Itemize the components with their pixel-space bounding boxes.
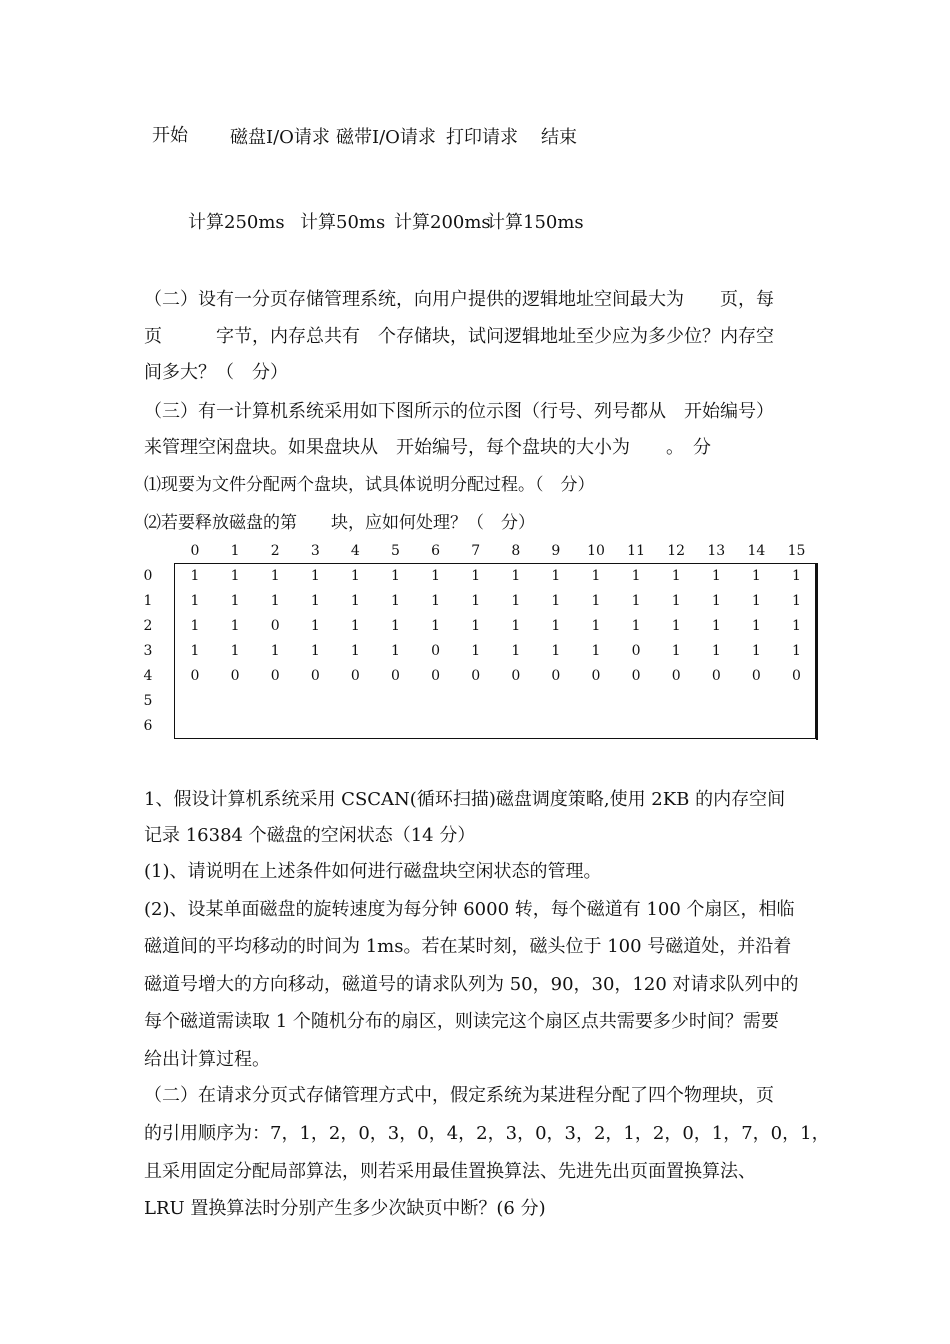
bitmap-cell: 0	[270, 668, 280, 684]
bitmap-cell: 1	[591, 618, 601, 634]
bitmap-cell: 1	[711, 593, 721, 609]
bitmap-cell: 1	[751, 568, 761, 584]
bitmap-cell: 1	[631, 568, 641, 584]
bitmap-cell: 1	[190, 593, 200, 609]
bitmap-col-label: 1	[230, 543, 240, 559]
bitmap-cell: 0	[591, 668, 601, 684]
bitmap-col-label: 4	[350, 543, 360, 559]
bitmap-cell: 1	[431, 593, 441, 609]
bitmap-cell: 1	[551, 593, 561, 609]
bitmap-cell: 0	[431, 668, 441, 684]
flow-tape-io-label: 磁带I/O请求	[336, 127, 436, 148]
p2-line-1: （二）在请求分页式存储管理方式中，假定系统为某进程分配了四个物理块，页	[144, 1085, 774, 1106]
bitmap-col-label: 3	[310, 543, 320, 559]
bitmap-cell: 0	[551, 668, 561, 684]
p2-line-2: 的引用顺序为：7，1，2，0，3，0，4，2，3，0，3，2，1，2，0，1，7，0，1，	[144, 1123, 830, 1144]
flow-calc-250: 计算250ms	[188, 212, 285, 233]
flow-calc-200: 计算200ms	[394, 212, 491, 233]
bitmap-cell: 1	[751, 618, 761, 634]
bitmap-cell: 1	[471, 643, 481, 659]
bitmap-cell: 1	[270, 643, 280, 659]
bitmap-cell: 1	[310, 568, 320, 584]
bitmap-cell: 0	[671, 668, 681, 684]
bitmap-row-label: 0	[143, 568, 153, 584]
bitmap-cell: 1	[230, 568, 240, 584]
bitmap-cell: 1	[230, 618, 240, 634]
bitmap-cell: 1	[270, 593, 280, 609]
bitmap-cell: 1	[792, 618, 801, 634]
q2-line-2: 页 字节，内存总共有 个存储块，试问逻辑地址至少应为多少位？内存空	[144, 326, 774, 347]
bitmap-cell: 0	[230, 668, 240, 684]
bitmap-frame-shadow	[816, 563, 818, 740]
p1-line-7: 每个磁道需读取 1 个随机分布的扇区，则读完这个扇区点共需要多少时间？需要	[144, 1011, 779, 1032]
bitmap-cell: 1	[671, 568, 681, 584]
bitmap-cell: 1	[190, 568, 200, 584]
q3-sub-1: ⑴现要为文件分配两个盘块，试具体说明分配过程。（ 分）	[144, 475, 595, 495]
bitmap-cell: 1	[711, 618, 721, 634]
q3-sub-2: ⑵若要释放磁盘的第 块，应如何处理？（ 分）	[144, 513, 535, 533]
bitmap-cell: 1	[511, 568, 521, 584]
bitmap-cell: 1	[350, 618, 360, 634]
bitmap-cell: 1	[190, 643, 200, 659]
p2-line-3: 且采用固定分配局部算法，则若采用最佳置换算法、先进先出页面置换算法、	[144, 1161, 756, 1182]
bitmap-cell: 1	[431, 568, 441, 584]
bitmap-col-label: 5	[391, 543, 400, 559]
bitmap-cell: 1	[591, 643, 601, 659]
bitmap-cell: 0	[511, 668, 521, 684]
bitmap-cell: 1	[471, 593, 481, 609]
bitmap-col-label: 10	[587, 543, 605, 559]
bitmap-col-label: 13	[707, 543, 726, 559]
bitmap-cell: 0	[350, 668, 360, 684]
bitmap-cell: 0	[471, 668, 481, 684]
bitmap-cell: 1	[631, 593, 641, 609]
bitmap-cell: 1	[310, 593, 320, 609]
bitmap-cell: 1	[551, 618, 561, 634]
bitmap-cell: 0	[431, 643, 441, 659]
bitmap-cell: 1	[751, 593, 761, 609]
bitmap-col-label: 9	[551, 543, 561, 559]
bitmap-cell: 1	[671, 593, 681, 609]
p1-line-2: 记录 16384 个磁盘的空闲状态（14 分）	[144, 825, 476, 846]
q3-line-1: （三）有一计算机系统采用如下图所示的位示图（行号、列号都从 开始编号）	[144, 401, 774, 422]
bitmap-cell: 0	[751, 668, 761, 684]
bitmap-cell: 1	[671, 618, 681, 634]
bitmap-row-label: 3	[143, 643, 153, 659]
bitmap-cell: 0	[391, 668, 400, 684]
p1-line-3: (1)、请说明在上述条件如何进行磁盘块空闲状态的管理。	[144, 861, 602, 882]
flow-start-label: 开始	[152, 125, 188, 146]
bitmap-col-label: 2	[270, 543, 280, 559]
bitmap-cell: 1	[792, 568, 801, 584]
bitmap-cell: 0	[792, 668, 801, 684]
bitmap-cell: 1	[751, 643, 761, 659]
bitmap-col-label: 7	[471, 543, 481, 559]
bitmap-cell: 1	[792, 643, 801, 659]
q2-line-1: （二）设有一分页存储管理系统，向用户提供的逻辑地址空间最大为 页，每	[144, 289, 774, 310]
bitmap-cell: 0	[711, 668, 721, 684]
bitmap-cell: 1	[350, 643, 360, 659]
bitmap-cell: 1	[350, 593, 360, 609]
bitmap-cell: 1	[551, 568, 561, 584]
bitmap-row-label: 2	[143, 618, 153, 634]
bitmap-row-label: 6	[143, 718, 153, 734]
p1-line-5: 磁道间的平均移动的时间为 1ms。若在某时刻，磁头位于 100 号磁道处，并沿着	[144, 936, 792, 957]
bitmap-col-label: 15	[787, 543, 806, 559]
bitmap-cell: 0	[310, 668, 320, 684]
bitmap-cell: 1	[471, 618, 481, 634]
bitmap-cell: 0	[631, 668, 641, 684]
p1-line-4: (2)、设某单面磁盘的旋转速度为每分钟 6000 转，每个磁道有 100 个扇区，相临	[144, 899, 795, 920]
bitmap-cell: 1	[631, 618, 641, 634]
bitmap-cell: 1	[310, 618, 320, 634]
bitmap-col-label: 8	[511, 543, 521, 559]
bitmap-cell: 1	[711, 568, 721, 584]
q2-line-3: 间多大？（ 分）	[144, 362, 288, 383]
bitmap-cell: 1	[391, 568, 400, 584]
flow-calc-150: 计算150ms	[487, 212, 584, 233]
bitmap-cell: 1	[431, 618, 441, 634]
bitmap-col-label: 0	[190, 543, 200, 559]
bitmap-cell: 1	[391, 593, 400, 609]
bitmap-cell: 1	[471, 568, 481, 584]
bitmap-cell: 1	[711, 643, 721, 659]
bitmap-cell: 1	[391, 618, 400, 634]
bitmap-cell: 1	[310, 643, 320, 659]
bitmap-col-label: 11	[627, 543, 645, 559]
p1-line-8: 给出计算过程。	[144, 1049, 270, 1070]
bitmap-col-label: 14	[747, 543, 766, 559]
bitmap-cell: 1	[591, 593, 601, 609]
bitmap-cell: 1	[511, 593, 521, 609]
bitmap-cell: 0	[190, 668, 200, 684]
flow-print-label: 打印请求	[446, 127, 518, 148]
bitmap-cell: 1	[792, 593, 801, 609]
flow-calc-50: 计算50ms	[300, 212, 386, 233]
q3-line-2: 来管理空闲盘块。如果盘块从 开始编号，每个盘块的大小为 。 分	[144, 437, 711, 458]
p2-line-4: LRU 置换算法时分别产生多少次缺页中断？(6 分)	[144, 1198, 546, 1219]
p1-line-1: 1、假设计算机系统采用 CSCAN(循环扫描)磁盘调度策略,使用 2KB 的内存空间	[144, 789, 786, 810]
bitmap-cell: 1	[511, 618, 521, 634]
flow-end-label: 结束	[541, 127, 577, 148]
bitmap-cell: 1	[270, 568, 280, 584]
bitmap-cell: 1	[591, 568, 601, 584]
bitmap-cell: 1	[511, 643, 521, 659]
bitmap-cell: 1	[671, 643, 681, 659]
bitmap-cell: 1	[551, 643, 561, 659]
bitmap-cell: 1	[350, 568, 360, 584]
flow-disk-io-label: 磁盘I/O请求	[230, 127, 330, 148]
bitmap-row-label: 1	[143, 593, 153, 609]
bitmap-cell: 1	[230, 593, 240, 609]
bitmap-cell: 1	[230, 643, 240, 659]
bitmap-col-label: 6	[431, 543, 441, 559]
p1-line-6: 磁道号增大的方向移动，磁道号的请求队列为 50，90，30，120 对请求队列中的	[144, 974, 799, 995]
bitmap-cell: 0	[631, 643, 641, 659]
bitmap-row-label: 4	[143, 668, 153, 684]
bitmap-col-label: 12	[667, 543, 686, 559]
bitmap-row-label: 5	[143, 693, 153, 709]
bitmap-cell: 1	[190, 618, 200, 634]
bitmap-cell: 0	[270, 618, 280, 634]
bitmap-cell: 1	[391, 643, 400, 659]
